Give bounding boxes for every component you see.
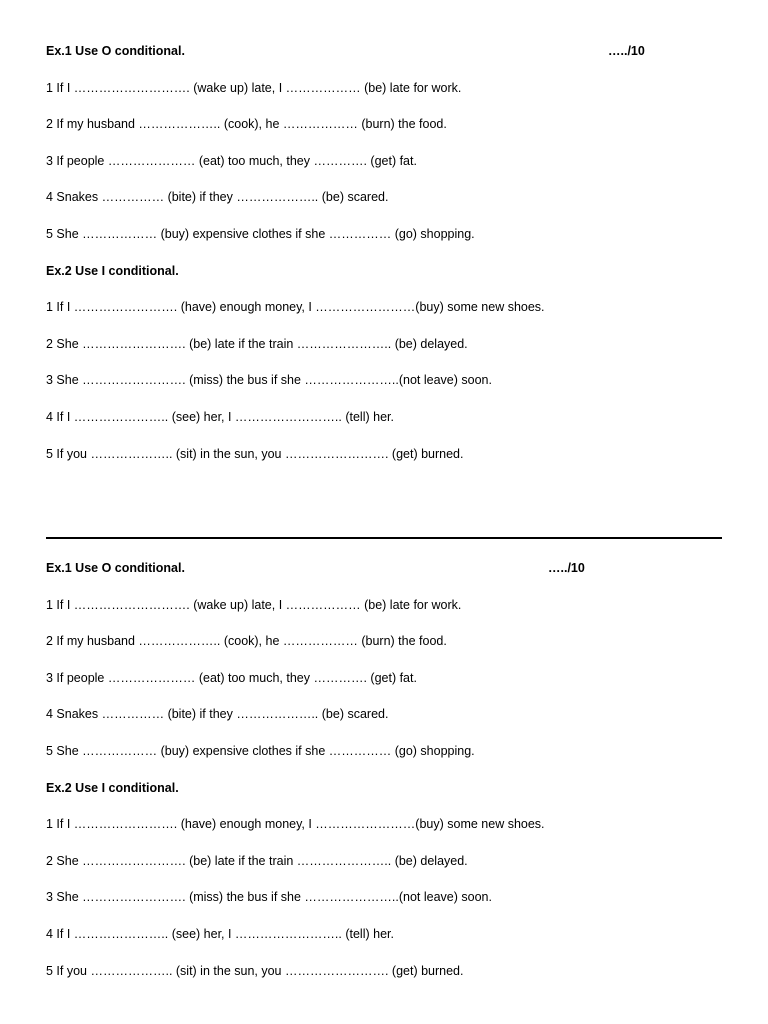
worksheet-copy-1 [46, 42, 722, 481]
score-field: …../10 [608, 44, 645, 58]
exercise-2-item-3: 3 She ……………………. (miss) the bus if she …………………..(not leave) soon. [46, 373, 492, 388]
exercise-2-item-1: 1 If I ……………………. (have) enough money, I ……………………(buy) some new shoes. [46, 817, 545, 832]
exercise-1-item-1: 1 If I ………………………. (wake up) late, I ……………… (be) late for work. [46, 597, 462, 612]
exercise-1-item-5: 5 She ……………… (buy) expensive clothes if she …………… (go) shopping. [46, 743, 475, 758]
exercise-2-heading: Ex.2 Use I conditional. [46, 263, 179, 278]
exercise-2-item-2: 2 She ……………………. (be) late if the train ………………….. (be) delayed. [46, 853, 468, 868]
exercise-2-heading: Ex.2 Use I conditional. [46, 780, 179, 795]
cut-line-divider [46, 537, 722, 539]
exercise-1-item-2: 2 If my husband ……………….. (cook), he ……………… (burn) the food. [46, 634, 447, 649]
exercise-1-heading: Ex.1 Use O conditional. [46, 561, 185, 575]
exercise-1-item-2: 2 If my husband ……………….. (cook), he ……………… (burn) the food. [46, 117, 447, 132]
score-field: …../10 [548, 561, 585, 575]
exercise-1-heading-row [46, 559, 722, 596]
exercise-2-item-2: 2 She ……………………. (be) late if the train ………………….. (be) delayed. [46, 336, 468, 351]
exercise-1-item-4: 4 Snakes …………… (bite) if they ……………….. (be) scared. [46, 190, 389, 205]
exercise-1-item-3: 3 If people ………………… (eat) too much, they …………. (get) fat. [46, 670, 417, 685]
exercise-2-item-5: 5 If you ……………….. (sit) in the sun, you ……………………. (get) burned. [46, 963, 464, 978]
exercise-1-heading-row [46, 42, 722, 79]
exercise-1-item-5: 5 She ……………… (buy) expensive clothes if she …………… (go) shopping. [46, 226, 475, 241]
exercise-2-item-4: 4 If I ………………….. (see) her, I …………………….. (tell) her. [46, 409, 394, 424]
exercise-1-heading: Ex.1 Use O conditional. [46, 44, 185, 58]
worksheet-copy-2 [46, 559, 722, 998]
exercise-2-item-1: 1 If I ……………………. (have) enough money, I ……………………(buy) some new shoes. [46, 300, 545, 315]
exercise-1-item-4: 4 Snakes …………… (bite) if they ……………….. (be) scared. [46, 707, 389, 722]
exercise-2-item-3: 3 She ……………………. (miss) the bus if she …………………..(not leave) soon. [46, 890, 492, 905]
exercise-2-item-4: 4 If I ………………….. (see) her, I …………………….. (tell) her. [46, 926, 394, 941]
exercise-1-item-1: 1 If I ………………………. (wake up) late, I ……………… (be) late for work. [46, 80, 462, 95]
exercise-1-item-3: 3 If people ………………… (eat) too much, they …………. (get) fat. [46, 153, 417, 168]
exercise-2-item-5: 5 If you ……………….. (sit) in the sun, you ……………………. (get) burned. [46, 446, 464, 461]
